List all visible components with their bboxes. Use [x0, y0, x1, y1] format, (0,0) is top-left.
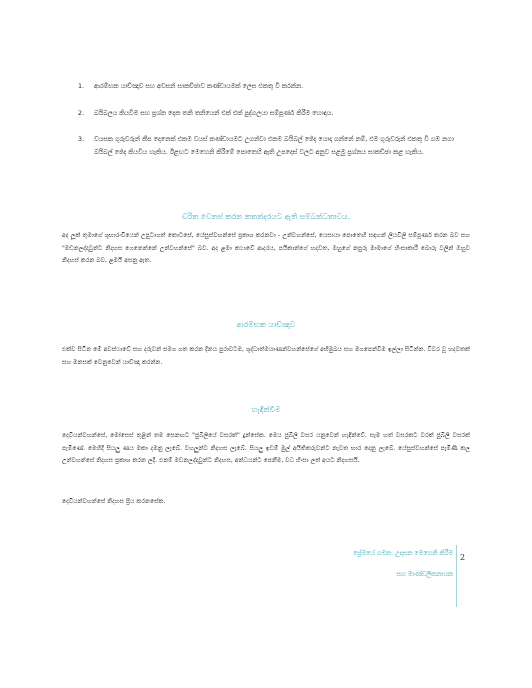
section-heading-connection: චරිත වෙනස් කරන කතන්දරයට ඇති සම්බන්ධතාවය.: [182, 212, 350, 221]
instruction-list: [70, 80, 465, 172]
list-item: [70, 107, 465, 120]
section-body-opening-prayer: එක්ව සිටින මේ අවස්ථාවේ සහ දරුවන් සමග ගත කරන දිනය පුරාවටම, ශුද්ධාත්මයාණන්වහන්සේගේ අභිමුඛය සහ මගපෙන්වීම ඉල්ලා සිටින්න. විවර වූ හදවතක් සහ මනසක් වෙනුවෙන් යාච්ඤා කරන්න.: [62, 346, 470, 366]
list-item: [70, 80, 465, 93]
section-body-connection: අද ලූක් තුමාගේ ශුභාරංචියෙන් උපුටාගත් කොටසේ, යේසුස්වහන්සේ ප්‍රකාශ කරනවා - උන්වහන්සේ, යෙසායා පොතෙහි සඳහන් ලියවිලි සම්පූර්ණ කරන බව සහ "මඩනලද්දාවුන්ට නිදහස ගෙනෙන්නේ උන්වහන්සේ" බව. අද ළමා කථාවේ ආදරය, පයිකාන්ගේ හදවත, ඔහුගේ නපුරු මාමාගේ හිංසාකාරී බොරු වලින් ඔහුව නිදහස් කරන බව, ළමයි අසනු ඇත.: [62, 232, 470, 265]
footer-divider: [456, 545, 457, 607]
page-number: 2: [460, 553, 466, 562]
list-item-number: 3.: [78, 135, 85, 143]
list-item-text: ආරම්භක යාච්ඤාව සහ අවසන් සාකච්ඡාව කණ්ඩායමක් ලෙස එකතු වී කරන්න.: [94, 82, 304, 90]
list-item-number: 1.: [78, 82, 85, 90]
list-item-text: බයිබලය කියවීම සහ ප්‍රශ්න දෙක තනි තනියෙන් එක් එක් පුද්ගලයා සම්පූර්ණ කිරීම හොඳය.: [94, 108, 334, 117]
list-item-text: වයසක ගුරුවරුන් කීප දෙනෙක් එකම වයස් කණ්ඩායමට උගන්වා එකම බයිබල් ඡේද යොදා ගන්නේ නම්, එම ගුරුවරුන් එකතු වී ගඹ නගා බයිබල් ඡේද කියවිය හැකිය. ඊළඟට මෙහෙනි කිරීමේ පොතෙහි ඇති උපදෙස් වලට අනුව සළමු ප්‍රශ්නය සාකච්ඡා කළ හැකිය.: [94, 135, 454, 156]
section-body-closing-line: දෙවියන්වහන්සේ නිදහස ප්‍රිය කරනසේක.: [62, 498, 166, 505]
list-item-number: 2.: [78, 108, 85, 117]
section-body-introduction: දෙවියන්වහන්සේ, මෝසෙස් තුළින් තම සෙනඟට "ජුබිලියේ වසරක්" දුන්සේක. මෙය ජුබිලි වසර යනුවෙන් හැඳින්වේ. සෑම හත් වසරකට වරක් ජුබිලි වසරක් පැමිණේ. මෙහිදී සියලු ණය මකා දමනු ලැබේ. වහලුන්ව නිදහස ලැබේ. සියලු ඉඩම් මුල් අයිතිකරුවන්ට නැවත භාර දෙනු ලැබේ. යේසුස්වහන්සේ පැමිණි කල උන්වහන්සේ නිදහස ප්‍රකාශ කරන ලදී. එනම් මඩනලද්දාවුන්ට නිදහස, අන්ධයන්ට පෙනීම, වධ හිංසා ලත් අයට නිදහසයි.: [62, 432, 470, 465]
footer-title: ප්‍රේමයේ ගමන: උදාසන මෙහෙනි කිරීම: [352, 550, 453, 557]
list-item: [70, 133, 465, 158]
footer-subtitle: සහ මාණ්ඩලිකනායක: [396, 571, 453, 578]
section-heading-introduction: හැඳින්වීම: [251, 405, 281, 414]
section-heading-opening-prayer: ආරම්භක යාච්ඤාව: [236, 320, 296, 329]
